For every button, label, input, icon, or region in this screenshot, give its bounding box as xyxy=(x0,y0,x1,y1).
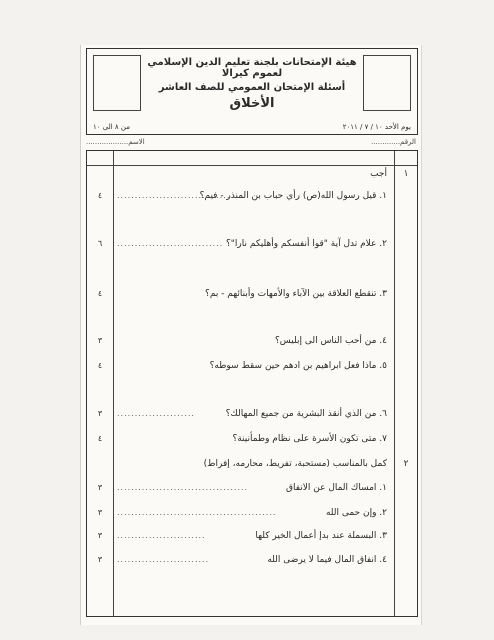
question-text: ٣. البسملة عند بدإ أعمال الخير كلها xyxy=(255,531,387,541)
answer-line: .............................. xyxy=(117,239,224,248)
question-text: ٥. ماذا فعل ابراهيم بن ادهم حين سقط سوطه؟ xyxy=(209,361,387,371)
number-column-divider xyxy=(394,151,395,616)
question-row xyxy=(87,409,417,423)
header-box-right xyxy=(363,55,411,111)
question-text: ٤. انفاق المال فيما لا يرضى الله xyxy=(267,555,387,565)
question-row xyxy=(87,508,417,522)
question-mark: ٣ xyxy=(97,483,103,492)
question-row xyxy=(87,336,417,350)
question-row xyxy=(87,434,417,448)
question-row xyxy=(87,531,417,545)
header-line-2: أسئلة الإمتحان العمومي للصف العاشر xyxy=(158,82,346,93)
question-mark: ٦ xyxy=(97,239,103,248)
student-info xyxy=(86,138,416,148)
question-row xyxy=(87,239,417,253)
question-text: ٦. من الذي أنقذ البشرية من جميع المهالك؟ xyxy=(225,409,387,419)
question-number: ١ xyxy=(403,169,409,179)
question-row xyxy=(87,361,417,375)
total-marks: من ٨ الى ١٠ xyxy=(93,123,130,131)
answer-line: ............................................. xyxy=(117,508,277,517)
answer-line: ...................... xyxy=(117,409,195,418)
answer-line: .......................... xyxy=(117,555,210,564)
header-meta xyxy=(93,123,411,131)
exam-date: يوم الأحد ١٠ / ٧ / ٢٠١١ xyxy=(342,123,411,131)
question-row xyxy=(87,191,417,205)
subject-title: الأخلاق xyxy=(229,96,275,111)
question-row xyxy=(87,459,417,473)
question-mark: ٤ xyxy=(97,434,103,443)
table-header-divider xyxy=(87,165,417,166)
question-text: أجب xyxy=(370,169,387,179)
marks-column-divider xyxy=(113,151,114,616)
question-mark: ٣ xyxy=(97,508,103,517)
student-name-field: الاسم................... xyxy=(86,138,145,146)
question-row xyxy=(87,169,417,183)
question-mark: ٤ xyxy=(97,289,103,298)
question-mark: ٤ xyxy=(97,361,103,370)
question-row xyxy=(87,289,417,303)
question-mark: ٣ xyxy=(97,409,103,418)
question-mark: ٣ xyxy=(97,531,103,540)
question-mark: ٤ xyxy=(97,191,103,200)
question-mark: ٣ xyxy=(97,336,103,345)
header-box-left xyxy=(93,55,141,111)
question-text: ٢. علام تدل آية "قوا أنفسكم وأهليكم نارا"؟ xyxy=(225,239,387,249)
question-mark: ٣ xyxy=(97,555,103,564)
question-text: كمل بالمناسب (مستحبة، تفريط، محارمه، إفراط) xyxy=(203,459,387,469)
question-text: ١. امساك المال عن الانفاق xyxy=(285,483,387,493)
question-text: ٣. تنقطع العلاقة بين الآباء والأمهات وأبنائهم - بم؟ xyxy=(205,289,387,299)
question-number: ٢ xyxy=(403,459,409,469)
exam-header xyxy=(86,48,418,135)
question-text: ٢. وإن حمى الله xyxy=(325,508,387,518)
answer-line: ................................. xyxy=(117,191,234,200)
answer-line: ......................... xyxy=(117,531,206,540)
question-row xyxy=(87,555,417,569)
answer-line: ..................................... xyxy=(117,483,249,492)
questions-table xyxy=(86,150,418,617)
header-text xyxy=(139,57,365,111)
header-line-1: هيئة الإمتحانات بلجنة تعليم الدين الإسلامي لعموم كيرالا xyxy=(147,57,357,79)
question-text: ٧. متى تكون الأسرة على نظام وطمأنينة؟ xyxy=(232,434,387,444)
question-text: ٤. من أحب الناس الى إبليس؟ xyxy=(275,336,387,346)
roll-number-field: الرقم............. xyxy=(371,138,416,146)
question-row xyxy=(87,483,417,497)
question-text: ١. قيل رسول الله(ص) رأي حباب بن المنذر - فيم؟ xyxy=(199,191,387,201)
